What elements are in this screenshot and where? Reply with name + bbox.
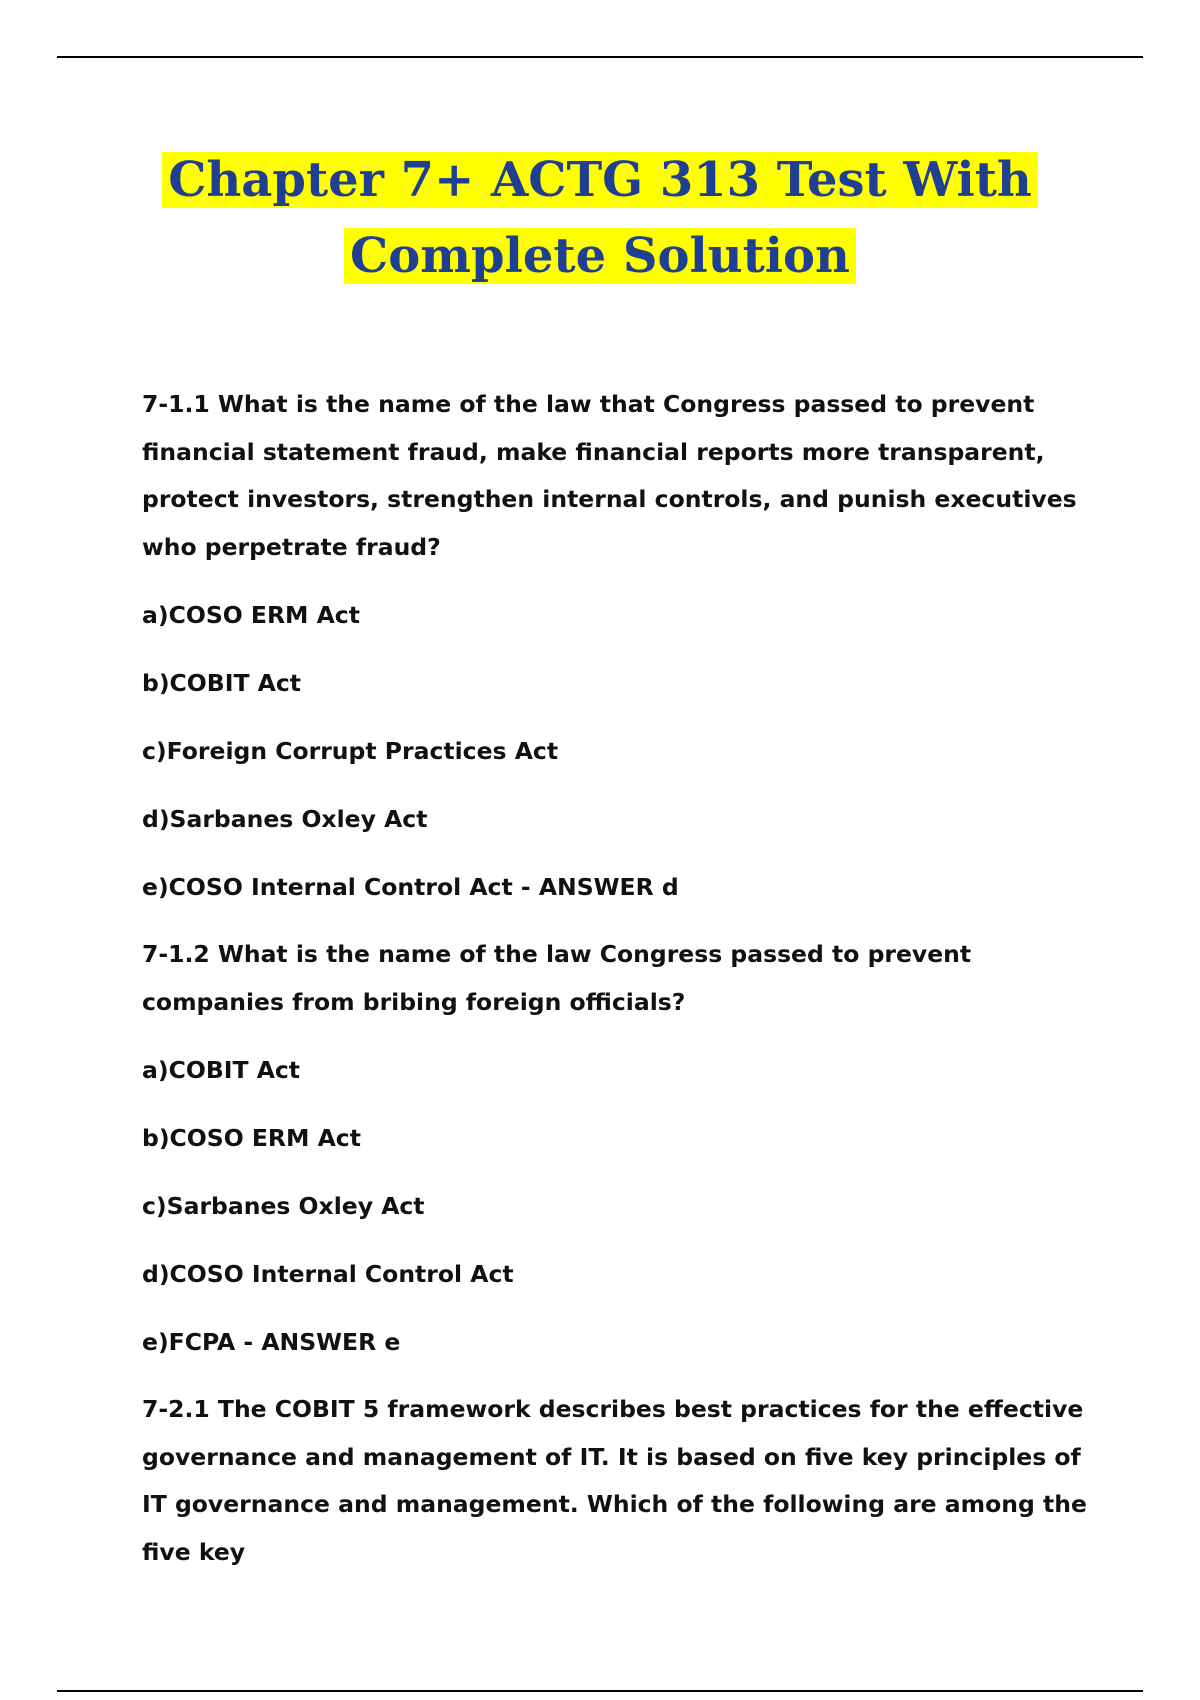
title-line-2: Complete Solution (344, 228, 856, 284)
title-line-1: Chapter 7+ ACTG 313 Test With (162, 152, 1038, 208)
option-a: a)COBIT Act (142, 1056, 301, 1084)
document-title (0, 142, 1200, 294)
document-body (142, 381, 1102, 1596)
option-c: c)Sarbanes Oxley Act (142, 1192, 425, 1220)
option-a: a)COSO ERM Act (142, 601, 360, 629)
top-rule (57, 56, 1143, 58)
question-7-1-2: 7-1.2 What is the name of the law Congress passed to prevent companies from bribing foreign officials? (142, 940, 972, 1016)
option-e-answer: e)FCPA - ANSWER e (142, 1328, 401, 1356)
bottom-rule (57, 1690, 1143, 1692)
option-b: b)COSO ERM Act (142, 1124, 361, 1152)
option-c: c)Foreign Corrupt Practices Act (142, 737, 559, 765)
option-d: d)Sarbanes Oxley Act (142, 805, 428, 833)
option-d: d)COSO Internal Control Act (142, 1260, 514, 1288)
question-7-1-1: 7-1.1 What is the name of the law that Congress passed to prevent financial statement fraud, make financial reports more transparent, protect investors, strengthen internal controls, and punish executives who perpetrate fraud? (142, 390, 1077, 561)
question-7-2-1: 7-2.1 The COBIT 5 framework describes best practices for the effective governance and management of IT. It is based on five key principles of IT governance and management. Which of the following are among the five key (142, 1395, 1087, 1566)
option-e-answer: e)COSO Internal Control Act - ANSWER d (142, 873, 679, 901)
option-b: b)COBIT Act (142, 669, 302, 697)
